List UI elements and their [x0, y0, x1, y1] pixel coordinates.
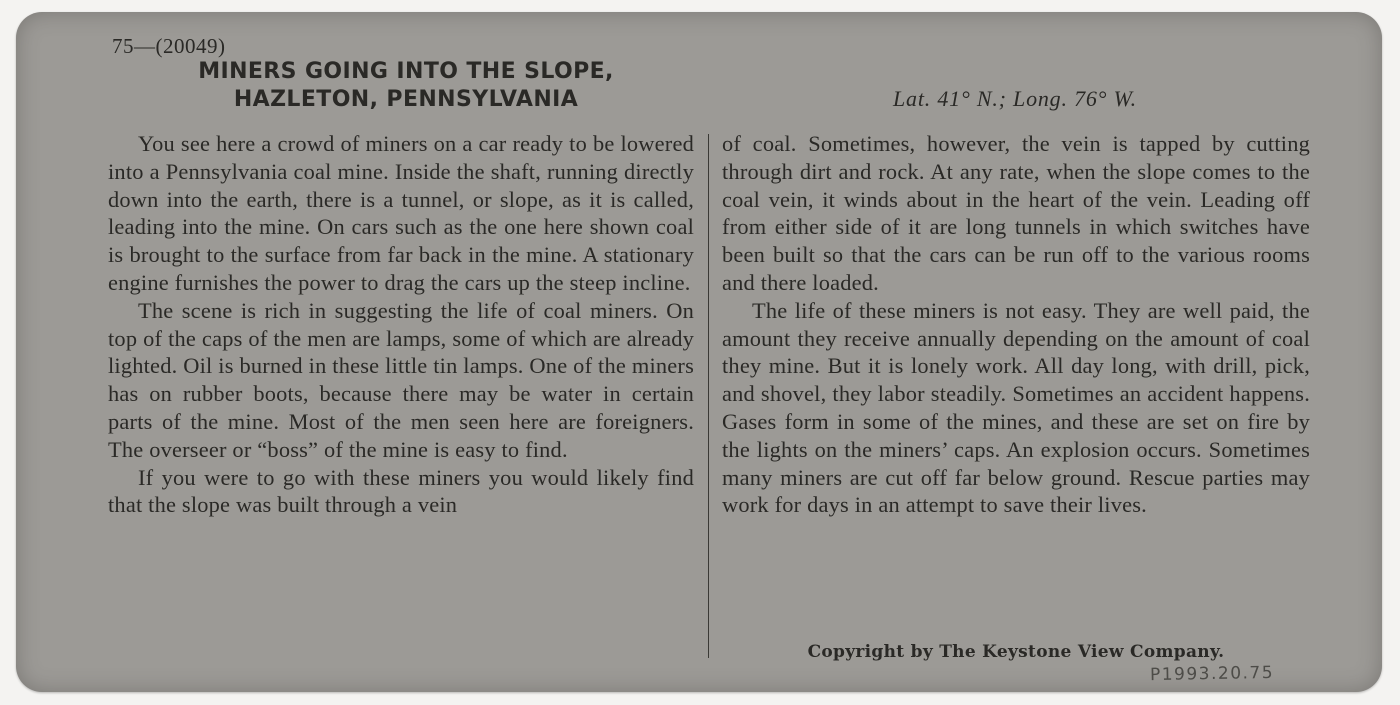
left-paragraph-3: If you were to go with these miners you would likely find that the slope was built through a vein: [108, 464, 694, 518]
copyright-line: Copyright by The Keystone View Company.: [807, 642, 1225, 662]
left-paragraph-2: The scene is rich in suggesting the life of coal miners. On top of the caps of the men are lamps, some of which are already lighted. Oil is burned in these little tin lamps. One of the miners has on rubber boots, because there may be water in certain parts of the mine. Most of the men seen here are foreigners. The overseer or “boss” of the mine is easy to find.: [108, 297, 694, 462]
latitude-longitude: Lat. 41° N.; Long. 76° W.: [893, 86, 1137, 111]
column-divider: [708, 134, 709, 658]
card-title: [106, 58, 706, 114]
right-text-column: [722, 130, 1310, 519]
left-paragraph-1: You see here a crowd of miners on a car ready to be lowered into a Pennsylvania coal mine. Inside the shaft, running directly down into the earth, there is a tunnel, or slope, as it is called, leading into the mine. On cars such as the one here shown coal is brought to the surface from far back in the mine. A stationary engine furnishes the power to drag the cars up the steep incline.: [108, 131, 694, 295]
title-line-1: MINERS GOING INTO THE SLOPE,: [198, 59, 614, 84]
right-paragraph-2: The life of these miners is not easy. They are well paid, the amount they receive annually depending on the amount of coal they mine. But it is lonely work. All day long, with drill, pick, and shovel, they labor steadily. Sometimes an accident happens. Gases form in some of the mines, and these are set on fire by the lights on the miners’ caps. An explosion occurs. Sometimes many miners are cut off far below ground. Rescue parties may work for days in an attempt to save their lives.: [722, 297, 1310, 518]
left-text-column: [108, 130, 694, 519]
title-line-2: HAZLETON, PENNSYLVANIA: [233, 87, 579, 112]
catalog-number: 75—(20049): [112, 34, 226, 58]
accession-number: P1993.20.75: [1149, 662, 1275, 686]
right-paragraph-1: of coal. Sometimes, however, the vein is tapped by cutting through dirt and rock. At any rate, when the slope comes to the coal vein, it winds about in the heart of the vein. Leading off from either side of it are long tunnels in which switches have been built so that the cars can be run off to the various rooms and there loaded.: [722, 131, 1310, 295]
